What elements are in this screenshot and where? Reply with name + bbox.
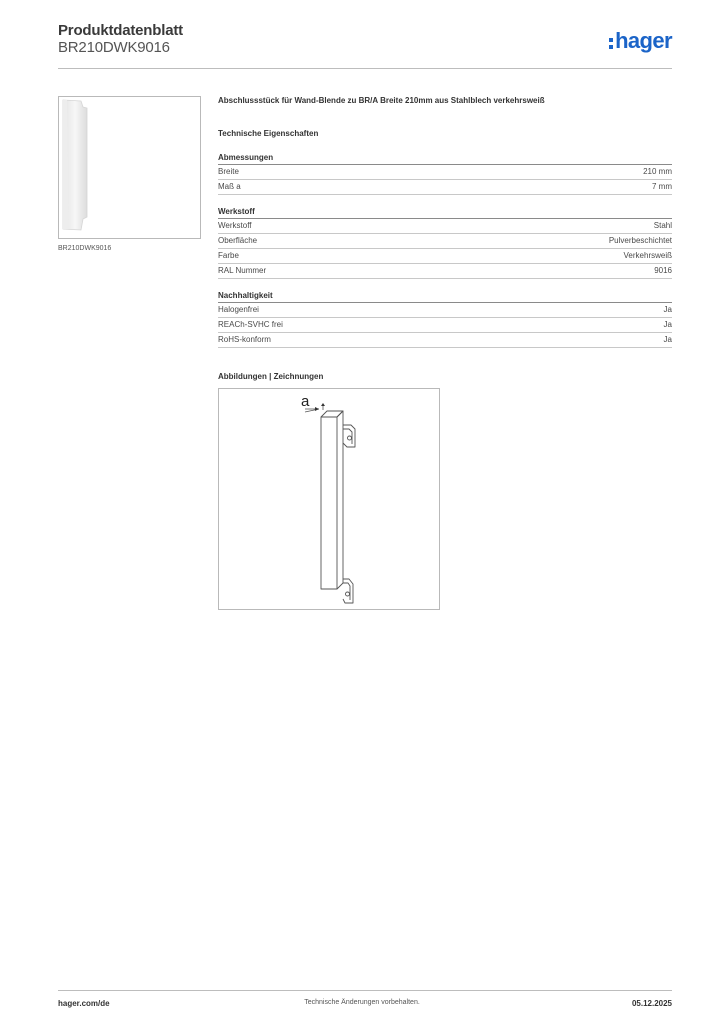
- footer-divider: [58, 990, 672, 991]
- footer-website: hager.com/de: [58, 999, 110, 1008]
- property-row: [218, 318, 672, 333]
- property-row: [218, 234, 672, 249]
- sustainability-section: [218, 291, 672, 348]
- brand-logo: [609, 28, 672, 54]
- end-piece-drawing-icon: [219, 389, 439, 609]
- page-title: Produktdatenblatt: [58, 22, 183, 39]
- property-row: [218, 249, 672, 264]
- section-title: Nachhaltigkeit: [218, 291, 672, 303]
- product-image: [58, 96, 201, 239]
- image-caption: BR210DWK9016: [58, 245, 112, 252]
- product-description: Abschlussstück für Wand-Blende zu BR/A Breite 210mm aus Stahlblech verkehrsweiß: [218, 96, 545, 105]
- property-row: [218, 219, 672, 234]
- property-label: Oberfläche: [218, 236, 258, 245]
- property-label: RoHS-konform: [218, 335, 271, 344]
- property-label: Maß a: [218, 182, 241, 191]
- logo-dots-icon: [609, 38, 613, 49]
- property-value: Ja: [663, 305, 672, 314]
- dimension-label: a: [301, 393, 310, 410]
- property-value: 7 mm: [652, 182, 672, 191]
- material-section: [218, 207, 672, 279]
- technical-properties-title: Technische Eigenschaften: [218, 129, 319, 138]
- section-title: Abmessungen: [218, 153, 672, 165]
- property-label: RAL Nummer: [218, 266, 267, 275]
- property-value: Stahl: [653, 221, 672, 230]
- property-value: Pulverbeschichtet: [608, 236, 672, 245]
- property-row: [218, 333, 672, 348]
- property-label: REACh-SVHC frei: [218, 320, 283, 329]
- main-content: [218, 96, 672, 610]
- property-label: Breite: [218, 167, 239, 176]
- property-row: [218, 180, 672, 195]
- property-value: Verkehrsweiß: [623, 251, 672, 260]
- property-value: Ja: [663, 335, 672, 344]
- product-photo-icon: [59, 97, 200, 238]
- property-value: 210 mm: [643, 167, 672, 176]
- product-code-subtitle: BR210DWK9016: [58, 39, 170, 56]
- property-label: Werkstoff: [218, 221, 252, 230]
- technical-drawing: [218, 388, 440, 610]
- dimensions-section: [218, 153, 672, 195]
- logo-text: hager: [615, 28, 672, 53]
- header-divider: [58, 68, 672, 69]
- footer-disclaimer: Technische Änderungen vorbehalten.: [304, 999, 420, 1006]
- property-row: [218, 165, 672, 180]
- property-label: Halogenfrei: [218, 305, 259, 314]
- property-label: Farbe: [218, 251, 239, 260]
- property-row: [218, 264, 672, 279]
- footer-date: 05.12.2025: [631, 999, 672, 1008]
- figures-title: Abbildungen | Zeichnungen: [218, 372, 324, 381]
- property-row: [218, 303, 672, 318]
- section-title: Werkstoff: [218, 207, 672, 219]
- property-value: 9016: [654, 266, 672, 275]
- property-value: Ja: [663, 320, 672, 329]
